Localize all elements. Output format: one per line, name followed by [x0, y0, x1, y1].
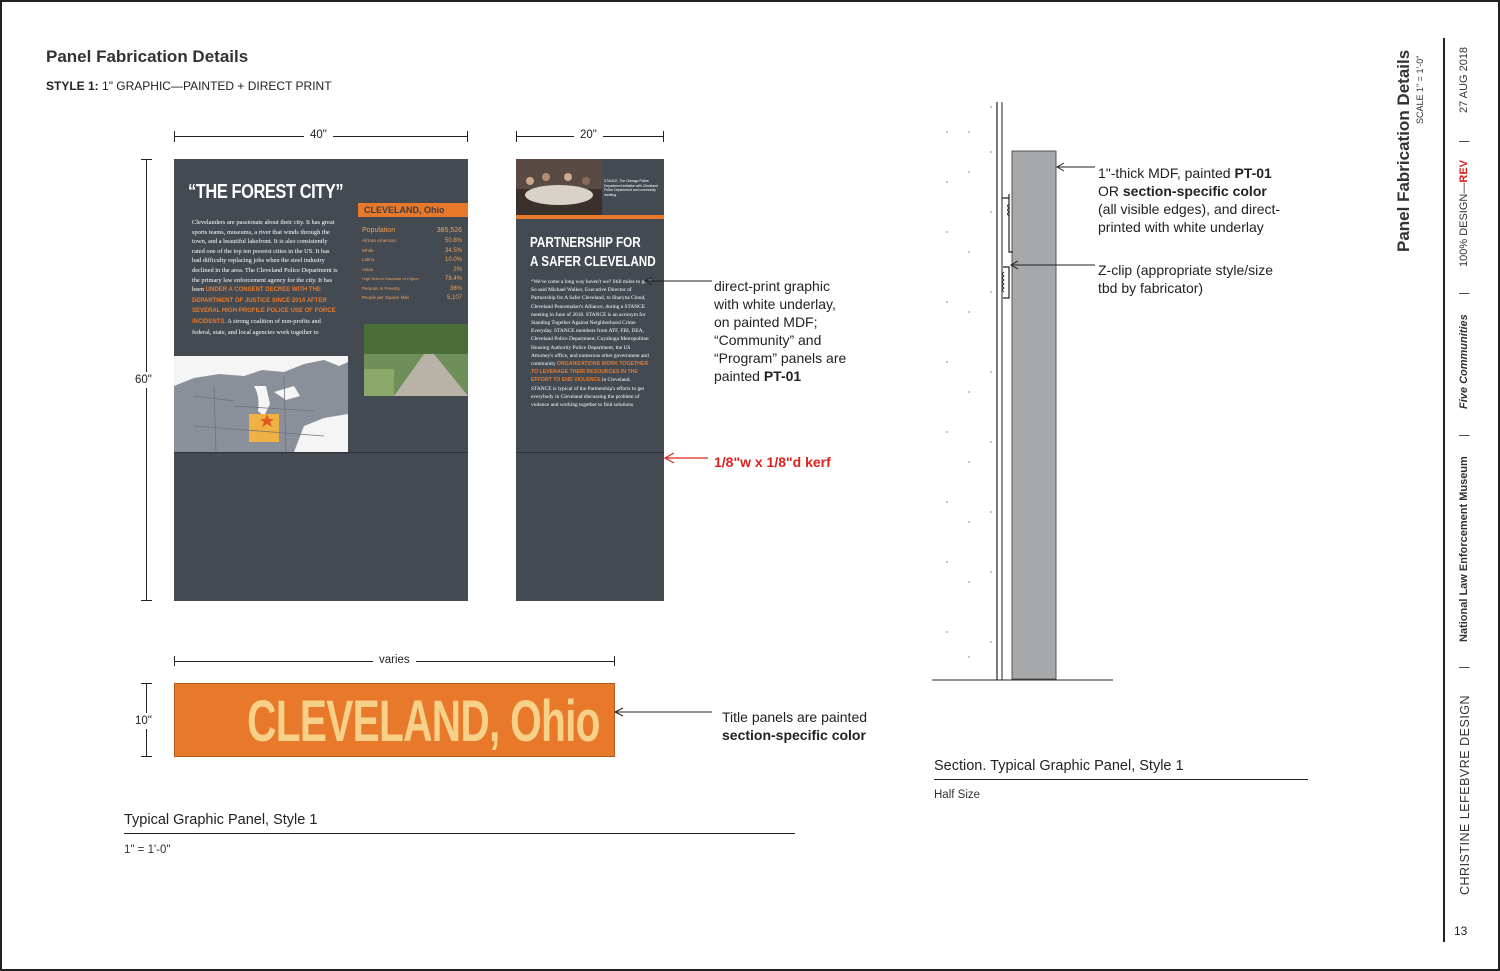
- note-line: tbd by fabricator): [1098, 280, 1204, 296]
- section-drawing: [927, 102, 1127, 692]
- sidebar-status: [1458, 160, 1470, 267]
- note-zclip: [1098, 261, 1273, 297]
- dim-label-varies: varies: [373, 654, 416, 666]
- note-mdf: [1098, 164, 1280, 236]
- stat-label: High School Graduate or Higher: [362, 276, 419, 281]
- note-line: direct-print graphic: [714, 278, 830, 294]
- title-leader-line: [612, 704, 712, 720]
- dim-label-60: 60": [132, 372, 155, 388]
- note-text: 1"-thick MDF, painted: [1098, 165, 1235, 181]
- zclip-leader: [1006, 257, 1056, 273]
- stat-row: [362, 227, 462, 238]
- note-kerf: 1/8"w x 1/8"d kerf: [714, 454, 831, 470]
- panel-left-body: [192, 218, 340, 337]
- note-line: printed with white underlay: [1098, 219, 1264, 235]
- stat-label: African American: [362, 238, 397, 243]
- panel-right-highlight: ORGANIZATIONS WORK TOGETHER TO LEVERAGE THEIR RESOURCES IN THE EFFORT TO END VIOLENCE: [531, 361, 649, 384]
- graphic-panel-left: [174, 159, 468, 601]
- stat-label: People per Square Mile: [362, 295, 410, 300]
- note-line: Title panels are painted: [722, 709, 868, 725]
- note-title-panels: [722, 708, 867, 744]
- caption-typical: Typical Graphic Panel, Style 1: [124, 812, 318, 828]
- caption-rule: [934, 779, 1308, 780]
- style-prefix: STYLE 1:: [46, 79, 99, 93]
- note-bold: section-specific color: [1122, 183, 1267, 199]
- stat-value: 2%: [453, 266, 462, 273]
- note-line: (all visible edges), and direct-: [1098, 201, 1281, 217]
- stat-value: 34.5%: [444, 247, 462, 254]
- note-line: “Program” panels are: [714, 350, 847, 366]
- stat-row: [362, 238, 462, 248]
- stat-label: Population: [362, 227, 396, 234]
- orange-band: [516, 215, 664, 219]
- street-photo: [364, 324, 468, 396]
- sidebar-client: National Law Enforcement Museum: [1458, 456, 1470, 642]
- stat-value: 50.8%: [444, 238, 462, 244]
- stat-row: [362, 248, 462, 258]
- stat-value: 36%: [449, 285, 462, 292]
- sidebar-date: 27 AUG 2018: [1458, 46, 1470, 113]
- dim-label-40: 40": [304, 129, 333, 141]
- panel-right-title-line1: PARTNERSHIP FOR: [530, 234, 641, 251]
- panel-left-tag: [358, 203, 468, 217]
- sidebar-scale: SCALE 1" = 1'-0": [1415, 55, 1425, 124]
- stat-value: 385,526: [436, 227, 462, 234]
- panel-right-body-text-2: in Cleveland. STANCE is typical of the Partnership's efforts to get everybody in Cleveland discussing the problem of violence and working together to find solutions.: [531, 377, 645, 409]
- note-text: OR: [1098, 183, 1123, 199]
- map-image: [174, 356, 348, 452]
- dim-label-20: 20": [574, 129, 603, 141]
- sidebar-sep: |: [1458, 292, 1470, 295]
- sidebar-title: Panel Fabrication Details: [1394, 49, 1413, 252]
- stat-label: Latino: [362, 257, 375, 262]
- panel-right-title-line2: A SAFER CLEVELAND: [530, 253, 656, 270]
- note-line: “Community” and: [714, 332, 822, 348]
- page-title: Panel Fabrication Details: [46, 47, 249, 66]
- stat-label: Asian: [362, 266, 374, 272]
- caption-typical-scale: 1" = 1'-0": [124, 844, 171, 856]
- note-text: painted: [714, 368, 764, 384]
- caption-section-scale: Half Size: [934, 789, 981, 801]
- stat-row: [362, 267, 462, 277]
- note-line: with white underlay,: [714, 296, 836, 312]
- sidebar-rule: [1443, 38, 1445, 942]
- note-line: Z-clip (appropriate style/size: [1098, 262, 1274, 278]
- kerf-line: [174, 452, 468, 453]
- sidebar-sep: |: [1458, 140, 1470, 143]
- note-direct-print: [714, 277, 846, 385]
- dim-label-10: 10": [132, 713, 155, 729]
- note-bold: PT-01: [763, 368, 802, 384]
- panel-right-title: [530, 233, 656, 271]
- stat-label: Persons in Poverty: [362, 285, 400, 291]
- panel-left-highlight: UNDER A CONSENT DECREE WITH THE DEPARTMENT OF JUSTICE SINCE 2014 AFTER SEVERAL HIGH-PROFILE POLICE USE OF FORCE INCIDENTS.: [192, 287, 336, 325]
- sidebar-studio: CHRISTINE LEFEBVRE DESIGN: [1458, 694, 1472, 895]
- stat-label: White: [362, 247, 374, 253]
- stat-row: [362, 286, 462, 296]
- sidebar-project: Five Communities: [1458, 314, 1470, 409]
- stat-row: [362, 276, 462, 286]
- sidebar-sep: |: [1458, 666, 1470, 669]
- photo-caption: STANCE, The Chicago Police Department initiative with Cleveland Police Department and community meeting.: [604, 179, 658, 197]
- style-text: 1" GRAPHIC—PAINTED + DIRECT PRINT: [98, 79, 332, 93]
- note-line: [714, 367, 846, 385]
- note-bold: PT-01: [1234, 165, 1272, 181]
- caption-rule: [124, 833, 795, 834]
- stat-value: 10.0%: [444, 257, 462, 263]
- leader-lines: [632, 272, 712, 472]
- status-text: 100% DESIGN—: [1458, 182, 1470, 267]
- panel-right-body-text: “We've come a long way haven't we? Still miles to go.” So said Michael Walker, Executive Director of Partnership for A Safer Cleveland, to Sharyna Cloud, Cleveland Peacemaker's Alliance, during a STANCE meeting in June of 2018. STANCE is an acronym for Standing Together Against Neighborhood Crime Everyday. STANCE members from ATF, FBI, DEA, Cleveland Police Department, Cuyahoga Metropolitan Housing Authority Police Department, the US Attorney's office, and numerous other government and community: [531, 279, 651, 368]
- status-rev: REV: [1458, 160, 1470, 183]
- note-line: on painted MDF;: [714, 314, 818, 330]
- panel-left-title: “THE FOREST CITY”: [188, 181, 344, 203]
- style-subtitle: [46, 79, 332, 93]
- sidebar-sep: |: [1458, 434, 1470, 437]
- note-bold: section-specific color: [722, 727, 866, 743]
- section-leader-lines: [1050, 158, 1095, 274]
- panel-left-body-text: Clevelanders are passionate about their city. It has great sports teams, museums, a river that winds through the town, and a beautiful lakefront. It is also consistently rated one of the top ten poorest cities in the US. It has had difficulty replacing jobs when the steel industry declined in the area. The Cleveland Police Department is the primary law enforcement agency for the city. It has been: [192, 219, 338, 294]
- meeting-photo: [516, 159, 602, 215]
- panel-left-tag-text: CLEVELAND, Ohio: [364, 205, 445, 215]
- stat-value: 78.4%: [444, 276, 462, 282]
- stat-row: [362, 295, 462, 305]
- title-panel: [174, 683, 615, 757]
- stat-value: 5,107: [446, 295, 462, 301]
- title-panel-text: CLEVELAND, Ohio: [247, 689, 600, 754]
- page-number: 13: [1454, 924, 1468, 938]
- panel-left-stats: [362, 227, 462, 305]
- caption-section: Section. Typical Graphic Panel, Style 1: [934, 758, 1184, 774]
- panel-left-body-text-2: A strong coalition of non-profits and federal, state, and local agencies work together to: [192, 317, 321, 336]
- stat-row: [362, 257, 462, 267]
